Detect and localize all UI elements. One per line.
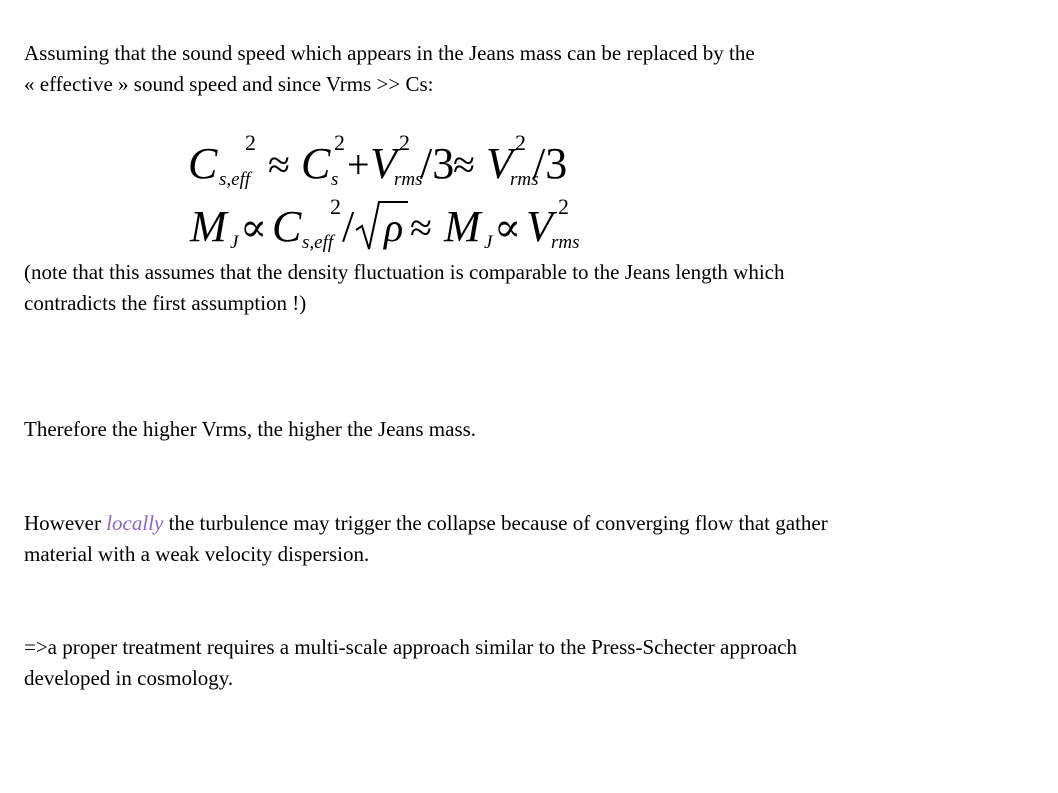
turbulence-paragraph: [24, 508, 1054, 570]
eq2-mass-subscript-1: J: [230, 232, 239, 253]
eq1-div-three-2: /3: [533, 139, 568, 188]
note-line-2: contradicts the first assumption !): [24, 291, 307, 315]
eq1-div-three-1: /3: [420, 139, 455, 188]
eq2-approx: ≈: [410, 205, 432, 250]
eq2-v-subscript: rms: [551, 232, 580, 253]
eq2-v-power: 2: [558, 194, 569, 219]
eq2-v-symbol: V: [526, 202, 553, 251]
eq1-v-subscript-2: rms: [510, 169, 539, 190]
eq2-slash: /: [342, 202, 355, 251]
treatment-line-1: =>a proper treatment requires a multi-scale approach similar to the Press-Schecter approach: [24, 635, 797, 659]
eq1-lhs-subscript: s,eff: [219, 169, 251, 190]
intro-paragraph: [24, 38, 1054, 100]
eq1-cs-power: 2: [334, 130, 345, 155]
eq2-mass-symbol-1: M: [190, 202, 227, 251]
turbulence-line-2: material with a weak velocity dispersion.: [24, 542, 370, 566]
eq2-c-symbol: C: [272, 202, 302, 251]
eq1-lhs-symbol: C: [188, 139, 218, 188]
turbulence-line-1-start: However: [24, 511, 107, 535]
eq2-rho: ρ: [384, 205, 404, 250]
eq2-mass-symbol-2: M: [444, 202, 481, 251]
eq1-approx-1: ≈: [268, 142, 290, 187]
eq1-plus: +: [347, 142, 370, 187]
eq2-proportional-2: ∝: [494, 205, 522, 250]
treatment-paragraph: [24, 632, 1054, 694]
jeans-mass-equation: [190, 196, 590, 256]
conclusion-line-1: Therefore the higher Vrms, the higher the Jeans mass.: [24, 417, 477, 441]
eq2-proportional-1: ∝: [240, 205, 268, 250]
intro-line-1: Assuming that the sound speed which appears in the Jeans mass can be replaced by the: [24, 41, 755, 65]
eq2-c-power: 2: [330, 194, 341, 219]
conclusion-paragraph: [24, 414, 1054, 445]
emphasis-locally: locally: [106, 511, 164, 535]
note-line-1: (note that this assumes that the density fluctuation is comparable to the Jeans length which: [24, 260, 785, 284]
turbulence-line-1-end: the turbulence may trigger the collapse because of converging flow that gather: [163, 511, 828, 535]
note-paragraph: [24, 257, 1054, 319]
intro-line-2: « effective » sound speed and since Vrms >> Cs:: [24, 72, 434, 96]
effective-sound-speed-equation: [188, 126, 568, 188]
eq1-v-symbol-1: V: [370, 139, 397, 188]
eq1-cs-subscript: s: [331, 169, 339, 190]
eq1-v-power-2: 2: [515, 130, 526, 155]
eq1-v-power-1: 2: [399, 130, 410, 155]
treatment-line-2: developed in cosmology.: [24, 666, 234, 690]
eq2-c-subscript: s,eff: [302, 232, 334, 253]
eq1-v-subscript-1: rms: [394, 169, 423, 190]
eq1-lhs-power: 2: [245, 130, 256, 155]
eq1-approx-2: ≈: [453, 142, 475, 187]
eq1-cs-symbol: C: [301, 139, 331, 188]
turbulence-line-1: [24, 508, 1054, 539]
eq1-v-symbol-2: V: [486, 139, 513, 188]
eq2-mass-subscript-2: J: [484, 232, 493, 253]
